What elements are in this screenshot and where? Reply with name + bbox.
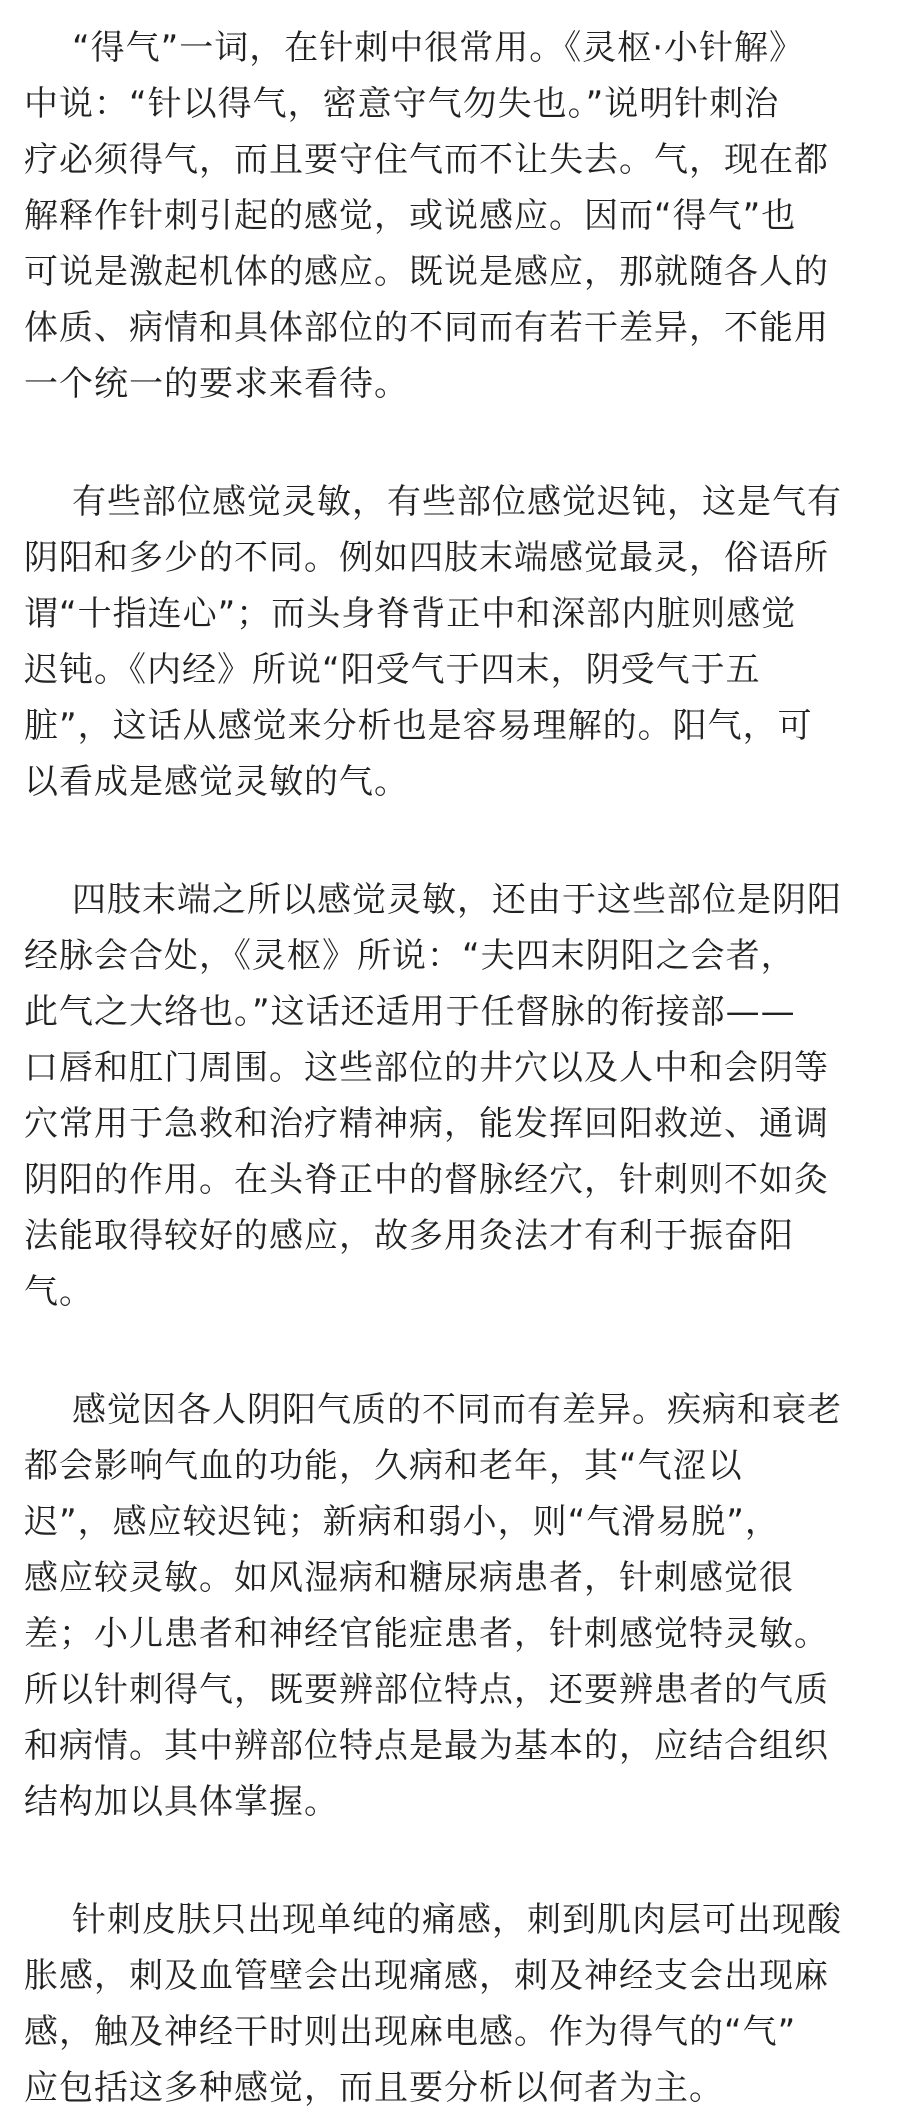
text-line: 感应较灵敏。如风湿病和糖尿病患者，针刺感觉很: [24, 1558, 794, 1598]
text-line: 解释作针刺引起的感觉，或说感应。因而“得气”也: [24, 196, 797, 236]
text-line: 应包括这多种感觉，而且要分析以何者为主。: [24, 2068, 724, 2108]
text-line: 体质、病情和具体部位的不同而有若干差异，不能用: [24, 308, 829, 348]
text-line: 谓“十指连心”；而头身脊背正中和深部内脏则感觉: [24, 594, 797, 634]
text-line: 和病情。其中辨部位特点是最为基本的，应结合组织: [24, 1726, 829, 1766]
text-line: 针刺皮肤只出现单纯的痛感，刺到肌肉层可出现酸: [72, 1900, 842, 1940]
text-line: 口唇和肛门周围。这些部位的井穴以及人中和会阴等: [24, 1048, 829, 1088]
text-line: 气。: [24, 1272, 94, 1312]
paragraph-spacer: [24, 1830, 876, 1892]
paragraph-spacer: [24, 412, 876, 474]
text-line: 以看成是感觉灵敏的气。: [24, 762, 409, 802]
paragraph-spacer: [24, 1320, 876, 1382]
text-line: 迟”，感应较迟钝；新病和弱小，则“气滑易脱”，: [24, 1502, 780, 1542]
paragraph-spacer: [24, 810, 876, 872]
text-line: 可说是激起机体的感应。既说是感应，那就随各人的: [24, 252, 829, 292]
text-line: 感觉因各人阴阳气质的不同而有差异。疾病和衰老: [72, 1390, 842, 1430]
paragraph-5: [24, 1892, 876, 2116]
text-line: 穴常用于急救和治疗精神病，能发挥回阳救逆、通调: [24, 1104, 829, 1144]
paragraph-2: [24, 474, 876, 810]
text-line: 有些部位感觉灵敏，有些部位感觉迟钝，这是气有: [72, 482, 842, 522]
text-line: 四肢末端之所以感觉灵敏，还由于这些部位是阴阳: [72, 880, 842, 920]
text-line: 阴阳和多少的不同。例如四肢末端感觉最灵，俗语所: [24, 538, 829, 578]
text-line: 疗必须得气，而且要守住气而不让失去。气，现在都: [24, 140, 829, 180]
text-line: 感，触及神经干时则出现麻电感。作为得气的“气”: [24, 2012, 797, 2052]
text-line: 阴阳的作用。在头脊正中的督脉经穴，针刺则不如灸: [24, 1160, 829, 1200]
text-line: 法能取得较好的感应，故多用灸法才有利于振奋阳: [24, 1216, 794, 1256]
text-line: 所以针刺得气，既要辨部位特点，还要辨患者的气质: [24, 1670, 829, 1710]
text-line: 一个统一的要求来看待。: [24, 364, 409, 404]
text-line: 脏”，这话从感觉来分析也是容易理解的。阳气，可: [24, 706, 813, 746]
text-line: 差；小儿患者和神经官能症患者，针刺感觉特灵敏。: [24, 1614, 829, 1654]
text-line: 胀感，刺及血管壁会出现痛感，刺及神经支会出现麻: [24, 1956, 829, 1996]
text-line: 经脉会合处，《灵枢》所说：“夫四末阴阳之会者，: [24, 936, 796, 976]
text-line: 中说：“针以得气，密意守气勿失也。”说明针刺治: [24, 84, 780, 124]
text-line: 此气之大络也。”这话还适用于任督脉的衔接部——: [24, 992, 796, 1032]
text-line: 都会影响气血的功能，久病和老年，其“气涩以: [24, 1446, 743, 1486]
text-line: “得气”一词，在针刺中很常用。《灵枢·小针解》: [72, 28, 805, 68]
paragraph-4: [24, 1382, 876, 1830]
paragraph-3: [24, 872, 876, 1320]
paragraph-1: [24, 20, 876, 412]
text-line: 结构加以具体掌握。: [24, 1782, 339, 1822]
text-line: 迟钝。《内经》所说“阳受气于四末，阴受气于五: [24, 650, 761, 690]
